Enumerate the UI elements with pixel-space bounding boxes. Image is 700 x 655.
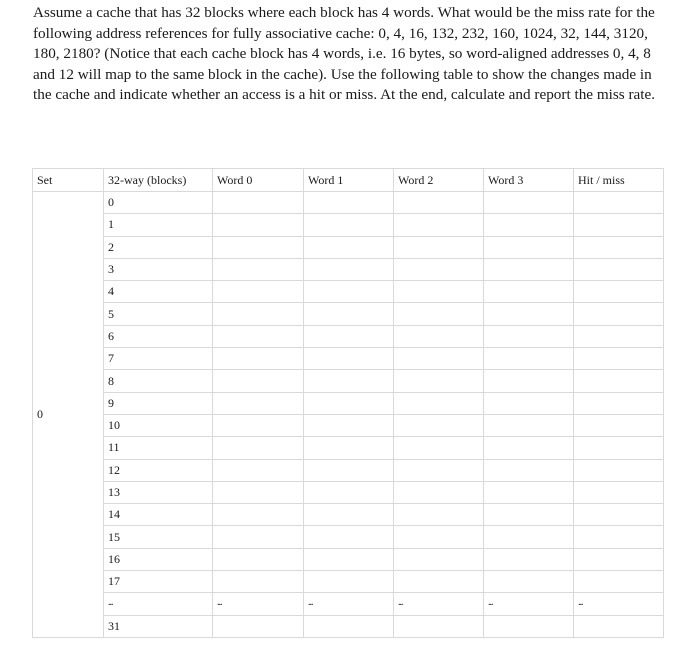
word3-cell[interactable] <box>484 414 574 436</box>
word0-cell[interactable] <box>213 281 304 303</box>
table-row <box>33 236 664 258</box>
block-index-cell[interactable] <box>104 325 213 347</box>
block-index-cell[interactable] <box>104 392 213 414</box>
word1-cell[interactable] <box>304 192 394 214</box>
question-text: Assume a cache that has 32 blocks where each block has 4 words. What would be the miss rate for the following address references for fully associative cache: 0, 4, 16, 132, 232, 160, 1024, 32, 144, 3120, 180, 2180? (Notice that each cache block has 4 words, i.e. 16 bytes, so word-aligned addresses 0, 4, 8 and 12 will map to the same block in the cache). Use the following table to show the changes made in the cache and indicate whether an access is a hit or miss. At the end, calculate and report the miss rate. <box>33 4 656 104</box>
word0-cell[interactable] <box>213 303 304 325</box>
word0-cell[interactable] <box>213 392 304 414</box>
word2-cell[interactable] <box>394 325 484 347</box>
table-row <box>33 192 664 214</box>
block-index: 7 <box>108 351 114 366</box>
word2-cell[interactable] <box>394 615 484 637</box>
block-index: 12 <box>108 462 120 477</box>
block-index: 8 <box>108 373 114 388</box>
word0-cell[interactable] <box>213 437 304 459</box>
word1-cell[interactable] <box>304 593 394 615</box>
hit-miss-cell[interactable] <box>574 571 664 593</box>
block-index-cell[interactable] <box>104 303 213 325</box>
block-index-cell[interactable] <box>104 615 213 637</box>
word1-cell[interactable] <box>304 214 394 236</box>
table-row <box>33 414 664 436</box>
hit-miss-cell[interactable] <box>574 325 664 347</box>
word2-cell[interactable] <box>394 481 484 503</box>
block-index: 14 <box>108 507 120 522</box>
hit-miss-cell[interactable] <box>574 370 664 392</box>
word1-cell[interactable] <box>304 504 394 526</box>
block-index-cell[interactable] <box>104 526 213 548</box>
header-way: 32-way (blocks) <box>104 169 213 192</box>
table-row <box>33 526 664 548</box>
word2-cell[interactable] <box>394 348 484 370</box>
word0-cell[interactable] <box>213 459 304 481</box>
ellipsis: ... <box>578 597 583 609</box>
cache-body <box>33 192 664 638</box>
block-index-cell[interactable] <box>104 548 213 570</box>
word2-cell[interactable] <box>394 526 484 548</box>
word2-cell[interactable] <box>394 236 484 258</box>
block-index-cell[interactable] <box>104 214 213 236</box>
ellipsis: ... <box>488 597 493 609</box>
cache-table <box>32 168 664 638</box>
hit-miss-cell[interactable] <box>574 192 664 214</box>
header-hit-miss: Hit / miss <box>574 169 664 192</box>
block-index-cell[interactable] <box>104 370 213 392</box>
word2-cell[interactable] <box>394 504 484 526</box>
word0-cell[interactable] <box>213 526 304 548</box>
table-row <box>33 348 664 370</box>
block-index-cell[interactable] <box>104 571 213 593</box>
word1-cell[interactable] <box>304 437 394 459</box>
word3-cell[interactable] <box>484 325 574 347</box>
word3-cell[interactable] <box>484 303 574 325</box>
word2-cell[interactable] <box>394 593 484 615</box>
word2-cell[interactable] <box>394 392 484 414</box>
word3-cell[interactable] <box>484 459 574 481</box>
word3-cell[interactable] <box>484 593 574 615</box>
word0-cell[interactable] <box>213 236 304 258</box>
block-index: 17 <box>108 574 120 589</box>
word1-cell[interactable] <box>304 459 394 481</box>
table-row <box>33 303 664 325</box>
word1-cell[interactable] <box>304 571 394 593</box>
word0-cell[interactable] <box>213 504 304 526</box>
block-index: 11 <box>108 440 120 455</box>
word2-cell[interactable] <box>394 571 484 593</box>
table-row <box>33 258 664 280</box>
header-word1: Word 1 <box>304 169 394 192</box>
word1-cell[interactable] <box>304 615 394 637</box>
word2-cell[interactable] <box>394 192 484 214</box>
hit-miss-cell[interactable] <box>574 258 664 280</box>
word1-cell[interactable] <box>304 236 394 258</box>
ellipsis: ... <box>217 597 222 609</box>
word3-cell[interactable] <box>484 348 574 370</box>
word1-cell[interactable] <box>304 281 394 303</box>
block-index: 0 <box>108 195 114 210</box>
table-row <box>33 437 664 459</box>
block-index-cell[interactable] <box>104 481 213 503</box>
block-index-cell[interactable] <box>104 414 213 436</box>
hit-miss-cell[interactable] <box>574 615 664 637</box>
word0-cell[interactable] <box>213 548 304 570</box>
block-index: 3 <box>108 262 114 277</box>
word0-cell[interactable] <box>213 370 304 392</box>
word1-cell[interactable] <box>304 303 394 325</box>
hit-miss-cell[interactable] <box>574 348 664 370</box>
hit-miss-cell[interactable] <box>574 548 664 570</box>
word3-cell[interactable] <box>484 437 574 459</box>
word3-cell[interactable] <box>484 370 574 392</box>
word0-cell[interactable] <box>213 481 304 503</box>
header-set: Set <box>33 169 104 192</box>
word2-cell[interactable] <box>394 459 484 481</box>
table-row <box>33 281 664 303</box>
hit-miss-cell[interactable] <box>574 214 664 236</box>
set-cell: 0 <box>33 192 104 638</box>
word1-cell[interactable] <box>304 325 394 347</box>
table-row <box>33 459 664 481</box>
word0-cell[interactable] <box>213 258 304 280</box>
table-row <box>33 615 664 637</box>
ellipsis: ... <box>308 597 313 609</box>
hit-miss-cell[interactable] <box>574 392 664 414</box>
hit-miss-cell[interactable] <box>574 281 664 303</box>
header-word0: Word 0 <box>213 169 304 192</box>
block-index: 5 <box>108 306 114 321</box>
table-row <box>33 571 664 593</box>
word0-cell[interactable] <box>213 571 304 593</box>
hit-miss-cell[interactable] <box>574 504 664 526</box>
block-index: 31 <box>108 618 120 633</box>
header-row <box>33 169 664 192</box>
word1-cell[interactable] <box>304 348 394 370</box>
word0-cell[interactable] <box>213 214 304 236</box>
block-index-cell[interactable] <box>104 504 213 526</box>
block-index-cell[interactable] <box>104 236 213 258</box>
word3-cell[interactable] <box>484 526 574 548</box>
word0-cell[interactable] <box>213 348 304 370</box>
word0-cell[interactable] <box>213 192 304 214</box>
block-index: 4 <box>108 284 114 299</box>
hit-miss-cell[interactable] <box>574 526 664 548</box>
word1-cell[interactable] <box>304 548 394 570</box>
word3-cell[interactable] <box>484 236 574 258</box>
hit-miss-cell[interactable] <box>574 459 664 481</box>
table-row <box>33 392 664 414</box>
hit-miss-cell[interactable] <box>574 303 664 325</box>
word3-cell[interactable] <box>484 214 574 236</box>
word2-cell[interactable] <box>394 370 484 392</box>
block-index: 9 <box>108 395 114 410</box>
ellipsis: ... <box>398 597 403 609</box>
word0-cell[interactable] <box>213 325 304 347</box>
word3-cell[interactable] <box>484 258 574 280</box>
block-index: 16 <box>108 551 120 566</box>
word2-cell[interactable] <box>394 437 484 459</box>
word2-cell[interactable] <box>394 214 484 236</box>
hit-miss-cell[interactable] <box>574 437 664 459</box>
block-index-cell[interactable] <box>104 459 213 481</box>
word0-cell[interactable] <box>213 615 304 637</box>
word0-cell[interactable] <box>213 414 304 436</box>
word1-cell[interactable] <box>304 258 394 280</box>
table-row <box>33 370 664 392</box>
block-index-cell[interactable] <box>104 593 213 615</box>
hit-miss-cell[interactable] <box>574 593 664 615</box>
table-row <box>33 481 664 503</box>
block-index: 1 <box>108 217 114 232</box>
table-row <box>33 504 664 526</box>
word1-cell[interactable] <box>304 370 394 392</box>
block-index: 15 <box>108 529 120 544</box>
table-row <box>33 214 664 236</box>
word3-cell[interactable] <box>484 192 574 214</box>
block-index: 10 <box>108 418 120 433</box>
table-row <box>33 548 664 570</box>
word3-cell[interactable] <box>484 481 574 503</box>
hit-miss-cell[interactable] <box>574 414 664 436</box>
block-index: 6 <box>108 328 114 343</box>
word3-cell[interactable] <box>484 392 574 414</box>
word3-cell[interactable] <box>484 281 574 303</box>
hit-miss-cell[interactable] <box>574 481 664 503</box>
word2-cell[interactable] <box>394 258 484 280</box>
word2-cell[interactable] <box>394 414 484 436</box>
word2-cell[interactable] <box>394 548 484 570</box>
word1-cell[interactable] <box>304 481 394 503</box>
block-index-cell[interactable] <box>104 348 213 370</box>
word1-cell[interactable] <box>304 526 394 548</box>
table-row <box>33 325 664 347</box>
word1-cell[interactable] <box>304 392 394 414</box>
word2-cell[interactable] <box>394 281 484 303</box>
block-index-cell[interactable] <box>104 281 213 303</box>
block-index-cell[interactable] <box>104 437 213 459</box>
header-word3: Word 3 <box>484 169 574 192</box>
table-row <box>33 593 664 615</box>
block-index: 13 <box>108 485 120 499</box>
header-word2: Word 2 <box>394 169 484 192</box>
word3-cell[interactable] <box>484 504 574 526</box>
word2-cell[interactable] <box>394 303 484 325</box>
block-index-cell[interactable] <box>104 192 213 214</box>
block-index: ... <box>108 597 113 609</box>
hit-miss-cell[interactable] <box>574 236 664 258</box>
word1-cell[interactable] <box>304 414 394 436</box>
block-index-cell[interactable] <box>104 258 213 280</box>
word0-cell[interactable] <box>213 593 304 615</box>
word3-cell[interactable] <box>484 615 574 637</box>
block-index: 2 <box>108 239 114 254</box>
word3-cell[interactable] <box>484 571 574 593</box>
word3-cell[interactable] <box>484 548 574 570</box>
